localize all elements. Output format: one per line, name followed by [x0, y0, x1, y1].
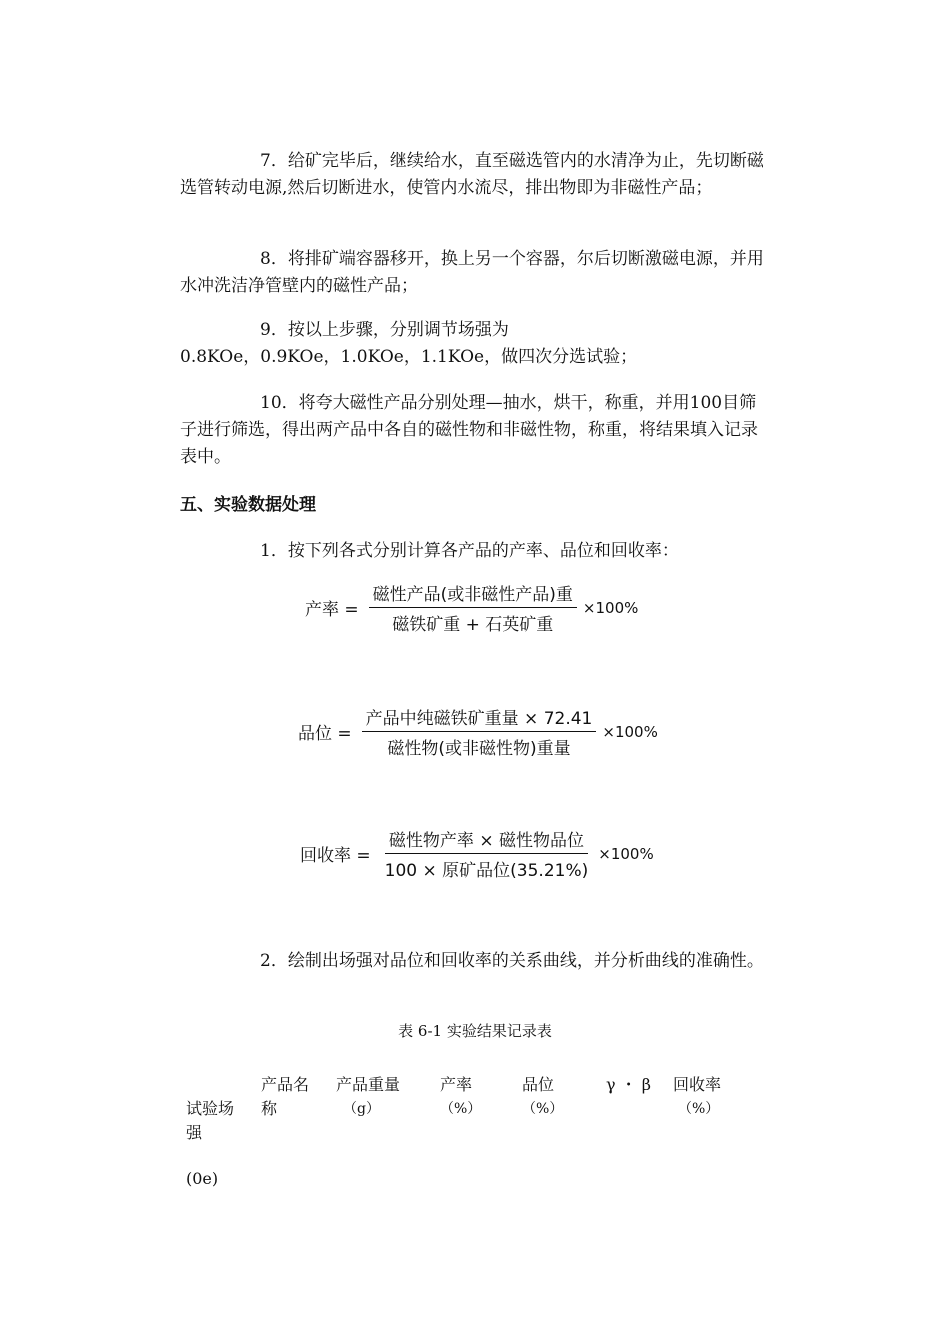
formula-numerator: 磁性产品(或非磁性产品)重: [369, 580, 577, 608]
formula-fraction: [369, 580, 577, 635]
col-product-weight-unit: （g）: [343, 1101, 380, 1117]
formula-rhs: ×100%: [598, 844, 654, 863]
formula-fraction: [381, 826, 593, 881]
col-field-strength-line1: 试验场: [186, 1099, 235, 1118]
yield-formula: [305, 580, 638, 635]
col-product-name-line2: 称: [261, 1099, 278, 1118]
col-recovery-unit: （%）: [678, 1101, 720, 1117]
step-9-line1: 9．按以上步骤，分别调节场强为: [260, 320, 509, 340]
formula-numerator: 磁性物产率 × 磁性物品位: [385, 826, 588, 854]
step-9-line2: 0.8KOe，0.9KOe，1.0KOe，1.1KOe，做四次分选试验；: [180, 347, 638, 367]
col-recovery: 回收率: [673, 1075, 722, 1094]
col-yield: 产率: [440, 1075, 473, 1094]
step-10: 10．将夸大磁性产品分别处理—抽水，烘干，称重，并用100目筛子进行筛选，得出两产品中各自的磁性物和非磁性物，称重，将结果填入记录表中。: [180, 393, 758, 467]
formula-lhs: 品位 =: [298, 724, 352, 744]
formula-numerator: 产品中纯磁铁矿重量 × 72.41: [362, 704, 597, 732]
step-7: 7．给矿完毕后，继续给水，直至磁选管内的水清净为止，先切断磁选管转动电源,然后切断进水，使管内水流尽，排出物即为非磁性产品；: [180, 151, 764, 198]
item-2: 2．绘制出场强对品位和回收率的关系曲线，并分析曲线的准确性。: [260, 951, 764, 971]
formula-lhs: 产率 =: [305, 600, 359, 620]
formula-denominator: 100 × 原矿品位(35.21%): [384, 861, 589, 881]
col-field-strength-line2: 强: [186, 1123, 203, 1142]
col-yield-unit: （%）: [440, 1101, 482, 1117]
grade-formula: [298, 704, 658, 759]
formula-denominator: 磁铁矿重 + 石英矿重: [392, 615, 554, 635]
formula-denominator: 磁性物(或非磁性物)重量: [387, 739, 571, 759]
formula-fraction: [362, 704, 597, 759]
col-grade: 品位: [522, 1075, 555, 1094]
section-heading: 五、实验数据处理: [180, 495, 316, 515]
table-caption: 表 6-1 实验结果记录表: [398, 1022, 552, 1040]
col-product-weight: 产品重量: [336, 1075, 401, 1094]
step-8: 8．将排矿端容器移开，换上另一个容器，尔后切断激磁电源，并用水冲洗洁净管壁内的磁性产品；: [180, 249, 764, 296]
formula-lhs: 回收率 =: [300, 846, 371, 866]
formula-rhs: ×100%: [582, 598, 639, 617]
formula-rhs: ×100%: [602, 722, 658, 741]
col-gamma-beta: γ ・ β: [606, 1075, 651, 1094]
col-grade-unit: （%）: [522, 1101, 564, 1117]
col-field-strength-unit: (0e): [186, 1169, 219, 1188]
item-1: 1．按下列各式分别计算各产品的产率、品位和回收率：: [260, 541, 679, 561]
recovery-formula: [300, 826, 654, 881]
col-product-name-line1: 产品名: [261, 1075, 310, 1094]
